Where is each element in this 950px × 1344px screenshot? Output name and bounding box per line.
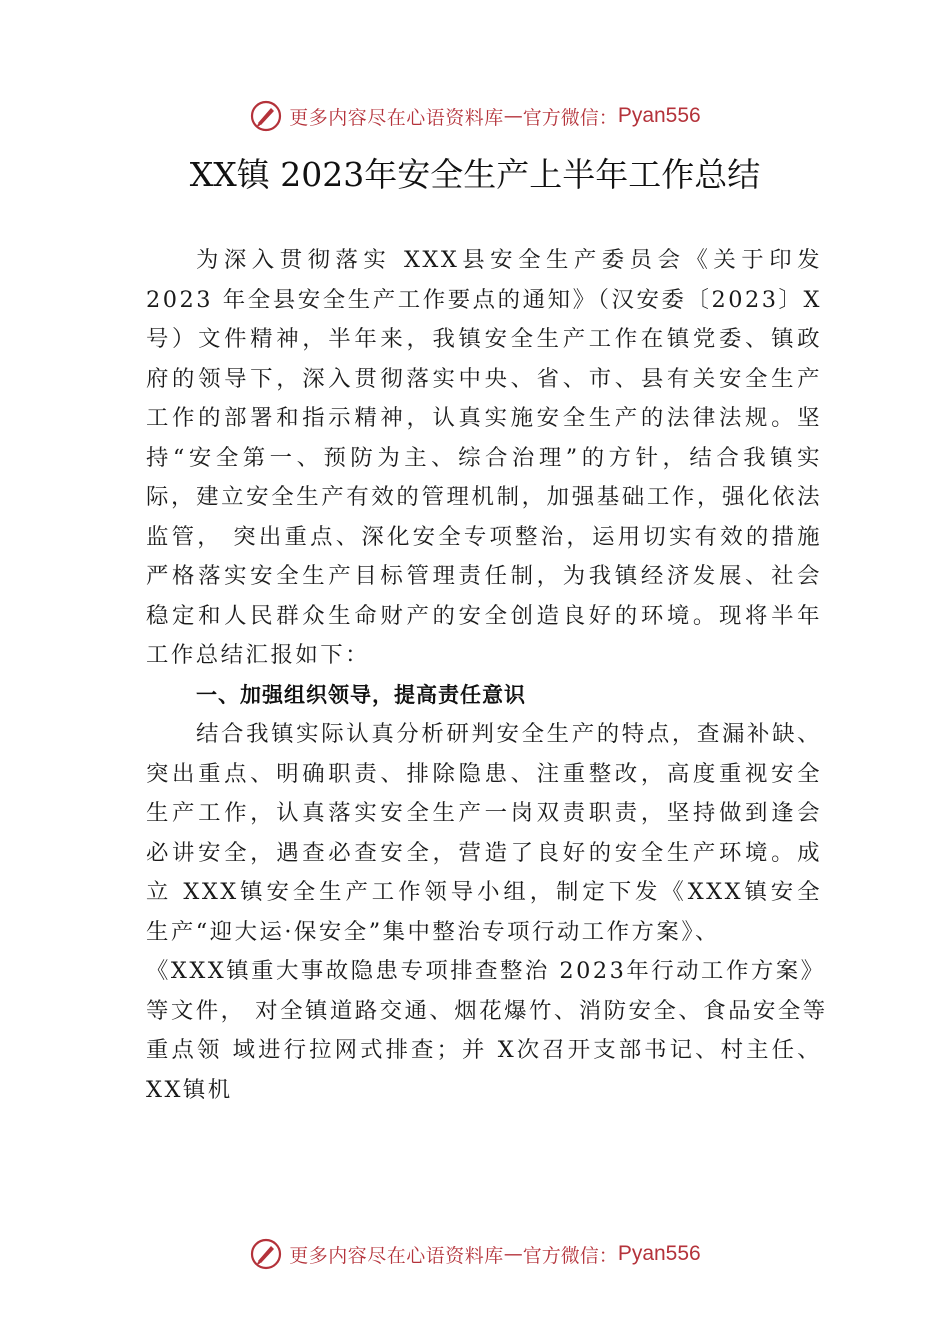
- brush-circle-logo-icon: [249, 1237, 283, 1271]
- paragraph-line: 立 XXX镇安全生产工作领导小组，制定下发《XXX镇安全: [146, 879, 822, 905]
- document-title: XX镇 2023年安全生产上半年工作总结: [189, 155, 761, 194]
- paragraph-line: 监管， 突出重点、深化安全专项整治，运用切实有效的措施: [146, 523, 822, 550]
- paragraph-line: 生产“迎大运·保安全”集中整治专项行动工作方案》、: [146, 918, 720, 945]
- paragraph-section-1: [146, 715, 828, 1110]
- section-heading: 一、加强组织领导，提高责任意识: [196, 682, 526, 707]
- banner-wechat-label: 官方微信：: [522, 1244, 618, 1267]
- banner-text: 更多内容尽在心语资料库: [289, 106, 504, 129]
- banner-wechat-id: Pyan556: [617, 1242, 701, 1265]
- paragraph-line: 等文件， 对全镇道路交通、烟花爆竹、消防安全、食品安全等: [146, 997, 828, 1024]
- banner-separator: —: [503, 1243, 523, 1265]
- header-watermark-banner: [0, 96, 950, 136]
- paragraph-line: 持“安全第一、预防为主、综合治理”的方针，结合我镇实: [146, 444, 822, 471]
- paragraph-line: 必讲安全，遇查必查安全，营造了良好的安全生产环境。成: [146, 839, 822, 866]
- brush-circle-logo-icon: [249, 99, 283, 133]
- paragraph-line: 重点领 域进行拉网式排查；并 X次召开支部书记、村主任、: [146, 1037, 822, 1063]
- paragraph-line: 府的领导下，深入贯彻落实中央、省、市、县有关安全生产: [146, 365, 822, 392]
- paragraph-line: 工作总结汇报如下：: [146, 642, 371, 668]
- paragraph-line: 工作的部署和指示精神，认真实施安全生产的法律法规。坚: [146, 405, 822, 431]
- paragraph-line: 突出重点、明确职责、排除隐患、注重整改，高度重视安全: [146, 760, 822, 787]
- paragraph-line: 际，建立安全生产有效的管理机制，加强基础工作，强化依法: [146, 484, 822, 510]
- paragraph-line: 稳定和人民群众生命财产的安全创造良好的环境。现将半年: [146, 602, 822, 629]
- banner-wechat-label: 官方微信：: [522, 106, 618, 129]
- paragraph-line: 2023 年全县安全生产工作要点的通知》（汉安委〔2023〕X: [146, 286, 822, 313]
- paragraph-line: 生产工作，认真落实安全生产一岗双责职责，坚持做到逢会: [146, 800, 822, 826]
- paragraph-intro: [146, 241, 822, 676]
- paragraph-line: 《XXX镇重大事故隐患专项排查整治 2023年行动工作方案》: [146, 958, 826, 984]
- paragraph-line: XX镇机: [146, 1076, 233, 1103]
- banner-separator: —: [503, 105, 523, 127]
- footer-watermark-banner: [0, 1234, 950, 1274]
- banner-text: 更多内容尽在心语资料库: [289, 1244, 504, 1267]
- paragraph-line: 结合我镇实际认真分析研判安全生产的特点，查漏补缺、: [196, 721, 822, 747]
- paragraph-line: 严格落实安全生产目标管理责任制，为我镇经济发展、社会: [146, 563, 822, 589]
- paragraph-line: 为深入贯彻落实 XXX县安全生产委员会《关于印发: [196, 247, 822, 273]
- banner-wechat-id: Pyan556: [617, 104, 701, 127]
- document-body: [146, 241, 828, 1110]
- paragraph-line: 号）文件精神，半年来，我镇安全生产工作在镇党委、镇政: [146, 326, 822, 352]
